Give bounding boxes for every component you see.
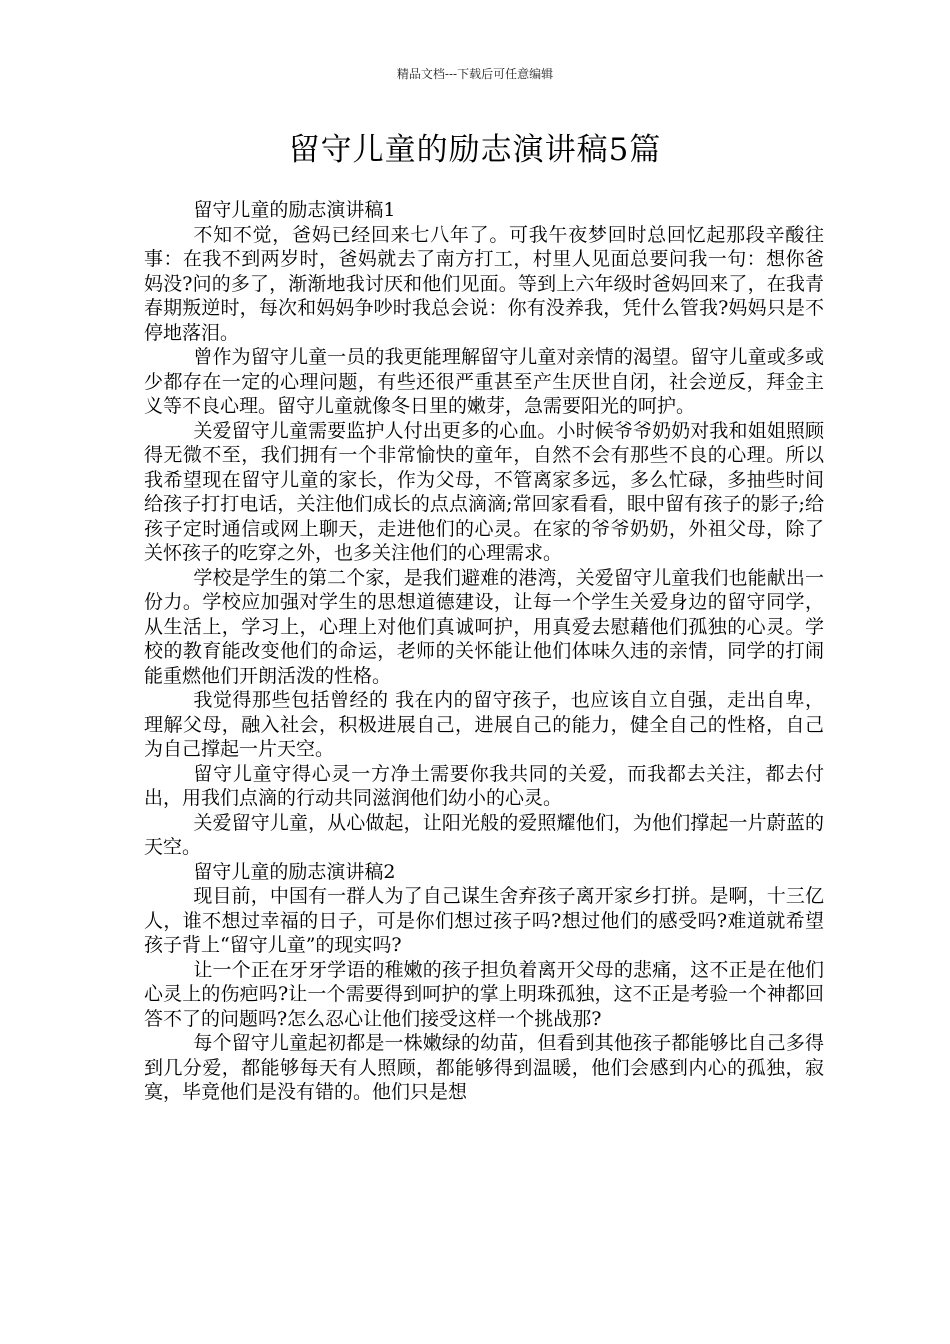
- paragraph: 我觉得那些包括曾经的 我在内的留守孩子，也应该自立自强，走出自卑，理解父母，融入社会，积极进展自己，进展自己的能力，健全自己的性格，自己为自己撑起一片天空。: [144, 689, 824, 760]
- paragraph: 不知不觉，爸妈已经回来七八年了。可我午夜梦回时总回忆起那段辛酸往事：在我不到两岁时，爸妈就去了南方打工，村里人见面总要问我一句：想你爸妈没?问的多了，渐渐地我讨厌和他们见面。等到上六年级时爸妈回来了，在我青春期叛逆时，每次和妈妈争吵时我总会说：你有没养我，凭什么管我?妈妈只是不停地落泪。: [144, 223, 824, 344]
- paragraph: 关爱留守儿童需要监护人付出更多的心血。小时候爷爷奶奶对我和姐姐照顾得无微不至，我们拥有一个非常愉快的童年，自然不会有那些不良的心理。所以我希望现在留守儿童的家长，作为父母，不管离家多远，多么忙碌，多抽些时间给孩子打打电话，关注他们成长的点点滴滴;常回家看看，眼中留有孩子的影子;给孩子定时通信或网上聊天，走进他们的心灵。在家的爷爷奶奶，外祖父母，除了关怀孩子的吃穿之外，也多关注他们的心理需求。: [144, 419, 824, 564]
- document-body: [144, 198, 824, 1105]
- paragraph: 现目前，中国有一群人为了自己谋生舍弃孩子离开家乡打拼。是啊，十三亿人，谁不想过幸福的日子，可是你们想过孩子吗?想过他们的感受吗?难道就希望孩子背上“留守儿童”的现实吗?: [144, 885, 824, 956]
- paragraph: 每个留守儿童起初都是一株嫩绿的幼苗，但看到其他孩子都能够比自己多得到几分爱，都能够每天有人照顾，都能够得到温暖，他们会感到内心的孤独，寂寞，毕竟他们是没有错的。他们只是想: [144, 1032, 824, 1103]
- paragraph: 关爱留守儿童，从心做起，让阳光般的爱照耀他们，为他们撑起一片蔚蓝的天空。: [144, 811, 824, 858]
- paragraph: 曾作为留守儿童一员的我更能理解留守儿童对亲情的渴望。留守儿童或多或少都存在一定的心理问题，有些还很严重甚至产生厌世自闭，社会逆反，拜金主义等不良心理。留守儿童就像冬日里的嫩芽，急需要阳光的呵护。: [144, 346, 824, 417]
- paragraph: 让一个正在牙牙学语的稚嫩的孩子担负着离开父母的悲痛，这不正是在他们心灵上的伤疤吗?让一个需要得到呵护的掌上明珠孤独，这不正是考验一个神都回答不了的问题吗?怎么忍心让他们接受这样一个挑战那?: [144, 958, 824, 1030]
- header-note: 精品文档---下载后可任意编辑: [396, 67, 554, 81]
- document-title: 留守儿童的励志演讲稿5篇: [288, 132, 662, 168]
- section-heading-2: 留守儿童的励志演讲稿2: [193, 860, 396, 883]
- section-heading-1: 留守儿童的励志演讲稿1: [193, 199, 396, 221]
- paragraph: 留守儿童守得心灵一方净土需要你我共同的关爱，而我都去关注，都去付出，用我们点滴的行动共同滋润他们幼小的心灵。: [144, 762, 824, 809]
- paragraph: 学校是学生的第二个家，是我们避难的港湾，关爱留守儿童我们也能献出一份力。学校应加强对学生的思想道德建设，让每一个学生关爱身边的留守同学，从生活上，学习上，心理上对他们真诚呵护，用真爱去慰藉他们孤独的心灵。学校的教育能改变他们的命运，老师的关怀能让他们体味久违的亲情，同学的打闹能重燃他们开朗活泼的性格。: [144, 566, 824, 687]
